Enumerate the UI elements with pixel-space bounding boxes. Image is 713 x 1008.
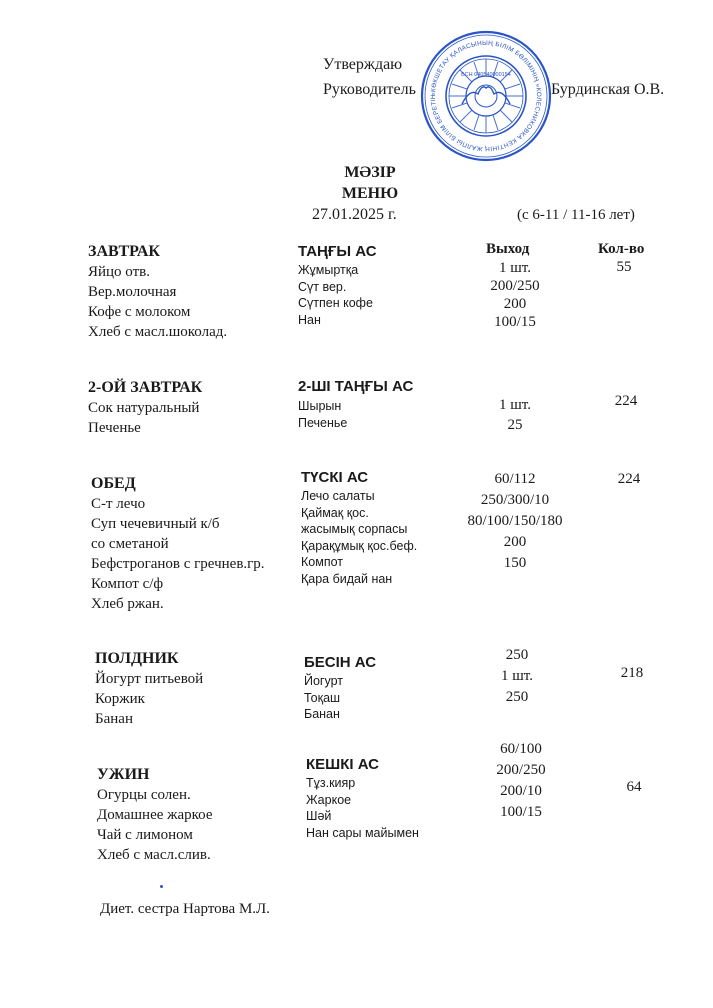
dish-ru: Огурцы солен. — [97, 787, 191, 803]
meal-second-breakfast-kz — [298, 376, 413, 431]
official-seal-stamp — [418, 28, 554, 164]
dish-kz: Банан — [304, 707, 340, 721]
approval-line-2: Руководитель — [323, 81, 416, 98]
dish-ru: Бефстроганов с гречнев.гр. — [91, 556, 265, 572]
menu-date: 27.01.2025 г. — [312, 206, 397, 223]
dish-ru: С-т лечо — [91, 496, 146, 512]
qty-value: 224 — [617, 471, 641, 487]
meal-title-kz: БЕСІН АС — [304, 654, 377, 671]
qty-value: 64 — [626, 779, 642, 795]
output-column-header: Выход — [486, 241, 530, 257]
output-value: 1 шт. — [501, 668, 533, 684]
dish-ru: Яйцо отв. — [88, 264, 150, 280]
qty-value: 224 — [614, 393, 638, 409]
dish-kz: Жаркое — [306, 792, 352, 807]
output-value: 60/100 — [500, 741, 542, 757]
meal-title-kz: ТАҢҒЫ АС — [298, 243, 377, 260]
svg-text:«КӨКШЕТАУ ҚАЛАСЫНЫҢ БІЛІМ БӨЛІ: «КӨКШЕТАУ ҚАЛАСЫНЫҢ БІЛІМ БӨЛІМІНІҢ «КОЛЕСНИКОВКА КЕНТІНІҢ ЖАЛПЫ БІЛІМ БЕРЕТІН — [429, 39, 543, 153]
output-value: 25 — [507, 417, 523, 433]
meal-breakfast-ru — [88, 242, 227, 342]
output-value: 100/15 — [494, 314, 536, 330]
output-value: 200/250 — [490, 278, 540, 294]
dish-kz: жасымық сорпасы — [301, 522, 408, 536]
dish-kz: Компот — [301, 555, 343, 569]
dish-kz: Шәй — [306, 809, 332, 823]
meal-title-kz: ТҮСКІ АС — [301, 469, 369, 486]
meal-snack-kz — [304, 653, 376, 723]
qty-value: 55 — [616, 259, 632, 275]
dish-kz: Шырын — [298, 399, 342, 413]
menu-title-kz: МӘЗІР — [344, 164, 396, 181]
dish-kz: Қара бидай нан — [301, 571, 393, 586]
age-group: (с 6-11 / 11-16 лет) — [517, 207, 635, 223]
output-value: 80/100/150/180 — [467, 513, 563, 529]
meal-title-ru: 2-ОЙ ЗАВТРАК — [88, 379, 203, 396]
output-value: 1 шт. — [499, 397, 531, 413]
approval-name: Бурдинская О.В. — [551, 81, 665, 98]
output-value: 150 — [503, 555, 527, 571]
svg-text:БСН 040540000154: БСН 040540000154 — [461, 72, 511, 78]
meal-breakfast-kz — [298, 242, 377, 328]
meal-breakfast-output — [470, 259, 560, 331]
meal-title-kz: КЕШКІ АС — [306, 756, 380, 773]
output-value: 200/10 — [500, 783, 542, 799]
dish-kz: Сүтпен кофе — [298, 296, 373, 310]
dish-kz: Қарақұмық қос.беф. — [301, 538, 418, 553]
dish-kz: Лечо салаты — [301, 489, 375, 503]
meal-lunch-kz — [301, 468, 417, 587]
dish-ru: Хлеб с масл.шоколад. — [88, 324, 228, 340]
dish-ru: Вер.молочная — [88, 284, 177, 300]
dish-ru: со сметаной — [91, 536, 169, 552]
dish-kz: Нан сары майымен — [306, 825, 419, 840]
meal-dinner-output — [476, 739, 566, 823]
dish-kz: Йогурт — [304, 674, 344, 688]
meal-second-breakfast-ru — [88, 378, 202, 438]
output-value: 200 — [503, 534, 527, 550]
dish-ru: Коржик — [95, 691, 145, 707]
meal-second-breakfast-output — [470, 395, 560, 435]
output-value: 250 — [505, 647, 529, 663]
dish-kz: Жұмыртқа — [298, 263, 359, 277]
dish-ru: Кофе с молоком — [88, 304, 191, 320]
meal-lunch-ru — [91, 474, 265, 614]
meal-dinner-kz — [306, 755, 419, 841]
dish-kz: Печенье — [298, 415, 348, 430]
menu-title-ru: МЕНЮ — [341, 185, 399, 202]
dish-ru: Банан — [95, 711, 133, 727]
output-value: 250 — [505, 689, 529, 705]
meal-snack-output — [472, 645, 562, 708]
dish-kz: Тұз.кияр — [306, 776, 356, 790]
dish-ru: Хлеб ржан. — [91, 596, 164, 612]
dish-ru: Печенье — [88, 420, 141, 436]
output-value: 60/112 — [494, 471, 536, 487]
meal-title-ru: УЖИН — [97, 766, 150, 783]
meal-snack-ru — [95, 649, 203, 729]
meal-dinner-ru — [97, 765, 213, 865]
footer-signature: Диет. сестра Нартова М.Л. — [100, 901, 270, 917]
dish-ru: Хлеб с масл.слив. — [97, 847, 211, 863]
meal-title-ru: ПОЛДНИК — [95, 650, 179, 667]
dish-ru: Суп чечевичный к/б — [91, 516, 220, 532]
output-value: 100/15 — [500, 804, 542, 820]
output-value: 250/300/10 — [480, 492, 550, 508]
output-value: 200 — [503, 296, 527, 312]
meal-title-ru: ЗАВТРАК — [88, 243, 161, 260]
dish-ru: Йогурт питьевой — [95, 671, 204, 687]
ink-dot — [160, 885, 163, 888]
approval-line-1: Утверждаю — [323, 56, 403, 73]
meal-title-kz: 2-ШІ ТАҢҒЫ АС — [298, 378, 414, 395]
dish-kz: Қаймақ қос. — [301, 505, 369, 520]
qty-column-header: Кол-во — [598, 241, 645, 257]
output-value: 200/250 — [496, 762, 546, 778]
dish-kz: Сүт вер. — [298, 279, 347, 294]
dish-kz: Нан — [298, 312, 321, 327]
meal-lunch-output — [455, 469, 575, 574]
dish-ru: Компот с/ф — [91, 576, 164, 592]
dish-ru: Сок натуральный — [88, 400, 200, 416]
meal-title-ru: ОБЕД — [91, 475, 136, 492]
dish-ru: Домашнее жаркое — [97, 807, 213, 823]
dish-kz: Тоқаш — [304, 690, 341, 705]
output-value: 1 шт. — [499, 260, 531, 276]
qty-value: 218 — [620, 665, 644, 681]
dish-ru: Чай с лимоном — [97, 827, 193, 843]
